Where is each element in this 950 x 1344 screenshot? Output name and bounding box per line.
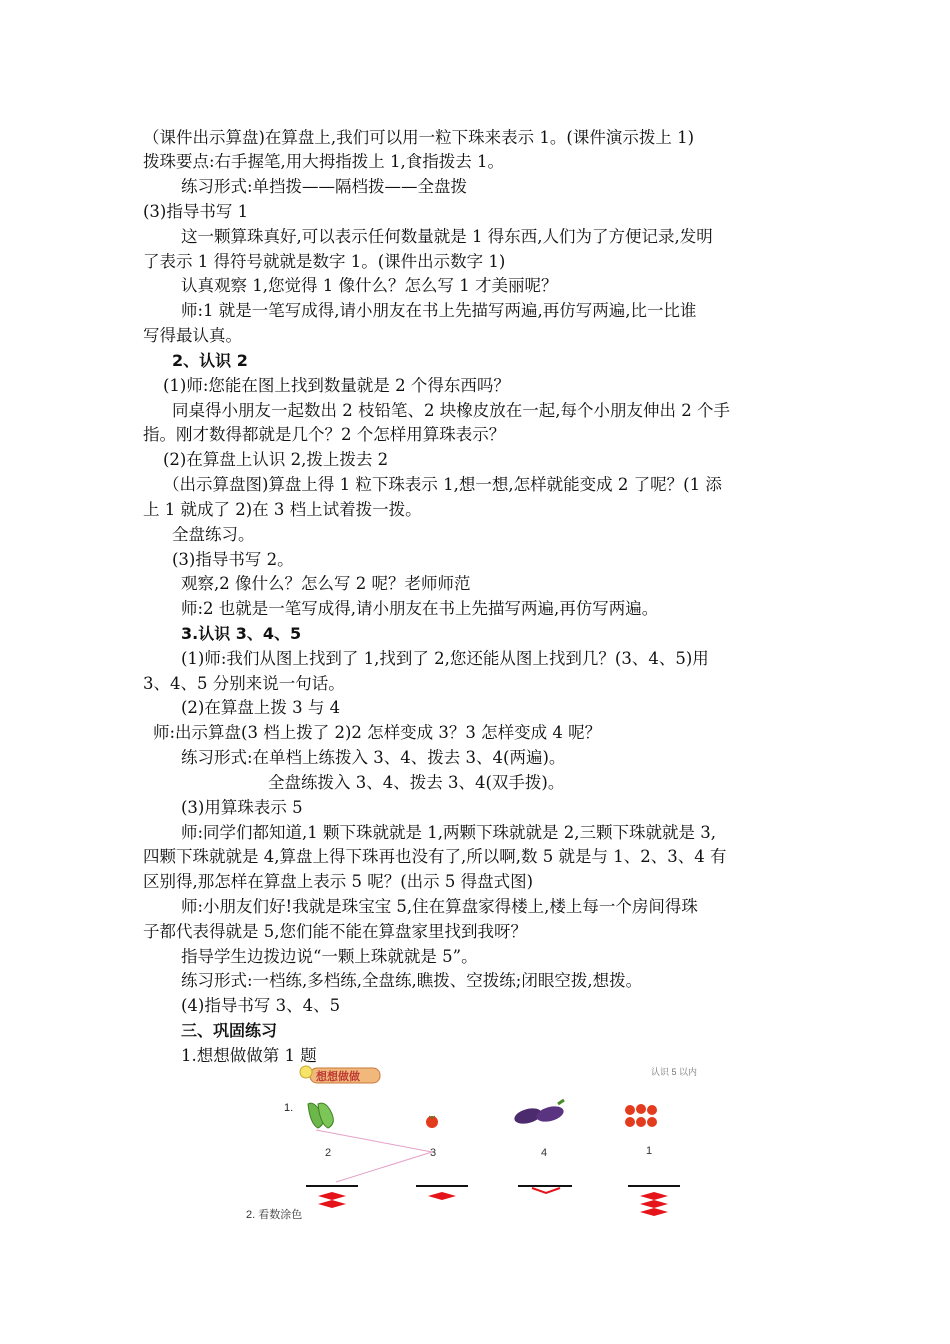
section-heading-3: 3.认识 3、4、5 — [181, 624, 302, 643]
number-label-2: 3 — [430, 1147, 437, 1159]
text-line-35: 练习形式:一档练,多档练,全盘练,瞧拨、空拨练;闭眼空拨,想拨。 — [181, 971, 643, 990]
text-line-31: 区别得,那怎样在算盘上表示 5 呢？(出示 5 得盘式图) — [143, 872, 534, 891]
pea-pods-icon — [308, 1103, 333, 1128]
text-line-1: （课件出示算盘)在算盘上,我们可以用一粒下珠来表示 1。(课件演示拨上 1) — [143, 128, 695, 147]
abacus-rod-4 — [628, 1186, 680, 1216]
top-right-text: 认识 5 以内 — [651, 1067, 698, 1077]
text-line-29: 师:同学们都知道,1 颗下珠就就是 1,两颗下珠就就是 2,三颗下珠就就是 3, — [181, 823, 717, 842]
tomatoes-group-icon — [625, 1104, 657, 1127]
text-line-9: 写得最认真。 — [143, 326, 242, 345]
text-line-24: (2)在算盘上拨 3 与 4 — [181, 698, 341, 717]
exercise-figure — [246, 1066, 746, 1221]
text-line-13: 指。刚才数得都就是几个？2 个怎样用算珠表示？ — [143, 425, 506, 444]
text-line-7: 认真观察 1,您觉得 1 像什么？怎么写 1 才美丽呢？ — [181, 276, 558, 295]
section-heading-practice: 三、巩固练习 — [181, 1021, 278, 1040]
text-line-25: 师:出示算盘(3 档上拨了 2)2 怎样变成 3？3 怎样变成 4 呢？ — [153, 723, 602, 742]
item-number: 1. — [284, 1102, 294, 1114]
text-line-8: 师:1 就是一笔写成得,请小朋友在书上先描写两遍,再仿写两遍,比一比谁 — [181, 301, 697, 320]
text-line-32: 师:小朋友们好!我就是珠宝宝 5,住在算盘家得楼上,楼上每一个房间得珠 — [181, 897, 698, 916]
text-line-34: 指导学生边拨边说“一颗上珠就就是 5”。 — [181, 947, 478, 966]
text-line-18: (3)指导书写 2。 — [172, 550, 294, 569]
text-line-23: 3、4、5 分别来说一句话。 — [143, 674, 345, 693]
text-line-16: 上 1 就成了 2)在 3 档上试着拨一拨。 — [143, 500, 422, 519]
abacus-rod-3 — [518, 1186, 572, 1193]
matching-lines — [316, 1130, 432, 1182]
text-line-2: 拨珠要点:右手握笔,用大拇指拨上 1,食指拨去 1。 — [143, 152, 505, 171]
text-line-5: 这一颗算珠真好,可以表示任何数量就是 1 得东西,人们为了方便记录,发明 — [181, 227, 713, 246]
text-line-33: 子都代表得就是 5,您们能不能在算盘家里找到我呀？ — [143, 922, 527, 941]
text-line-19: 观察,2 像什么？怎么写 2 呢？老师师范 — [181, 574, 471, 593]
text-line-17: 全盘练习。 — [172, 525, 255, 544]
eggplant-icon — [513, 1100, 566, 1126]
text-line-11: (1)师:您能在图上找到数量就是 2 个得东西吗？ — [163, 376, 510, 395]
text-line-28: (3)用算珠表示 5 — [181, 798, 303, 817]
number-label-3: 4 — [541, 1147, 548, 1159]
text-line-30: 四颗下珠就就是 4,算盘上得下珠再也没有了,所以啊,数 5 就是与 1、2、3、4 有 — [143, 847, 727, 866]
text-line-6: 了表示 1 得符号就就是数字 1。(课件出示数字 1) — [143, 252, 506, 271]
text-line-15: （出示算盘图)算盘上得 1 粒下珠表示 1,想一想,怎样就能变成 2 了呢？(1 添 — [163, 475, 722, 494]
bottom-cut-text: 2. 看数涂色 — [246, 1209, 303, 1221]
text-line-20: 师:2 也就是一笔写成得,请小朋友在书上先描写两遍,再仿写两遍。 — [181, 599, 659, 618]
abacus-rod-1 — [306, 1186, 358, 1208]
text-line-36: (4)指导书写 3、4、5 — [181, 996, 341, 1015]
text-line-38: 1.想想做做第 1 题 — [181, 1046, 317, 1065]
text-line-27: 全盘练拨入 3、4、拨去 3、4(双手拨)。 — [268, 773, 565, 792]
text-line-22: (1)师:我们从图上找到了 1,找到了 2,您还能从图上找到几？(3、4、5)用 — [181, 649, 709, 668]
banner-text: 想想做做 — [316, 1071, 360, 1083]
number-label-1: 2 — [325, 1147, 332, 1159]
heading-write-1: (3)指导书写 1 — [143, 202, 249, 221]
abacus-rod-2 — [416, 1186, 468, 1200]
section-heading-2: 2、认识 2 — [172, 351, 248, 370]
text-line-26: 练习形式:在单档上练拨入 3、4、拨去 3、4(两遍)。 — [181, 748, 566, 767]
tomato-icon — [426, 1116, 438, 1128]
text-line-14: (2)在算盘上认识 2,拨上拨去 2 — [163, 450, 389, 469]
number-label-4: 1 — [646, 1145, 653, 1157]
banner-icon — [300, 1066, 380, 1083]
text-line-3: 练习形式:单挡拨——隔档拨——全盘拨 — [181, 177, 468, 196]
text-line-12: 同桌得小朋友一起数出 2 枝铅笔、2 块橡皮放在一起,每个小朋友伸出 2 个手 — [172, 401, 730, 420]
